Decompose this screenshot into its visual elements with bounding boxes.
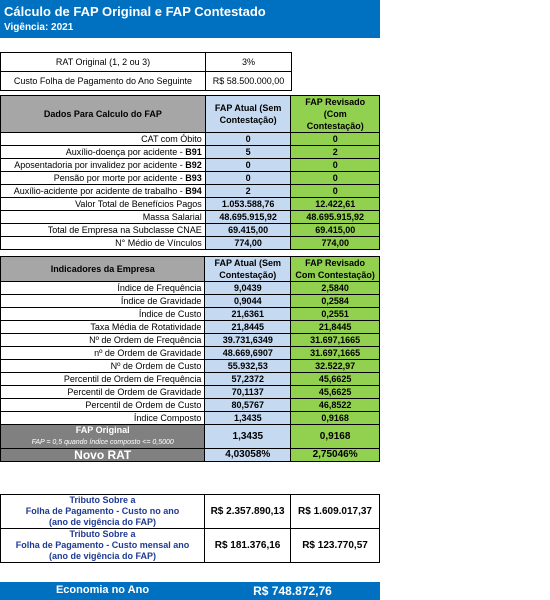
- economia-label: Economia no Ano: [55, 584, 150, 596]
- dados-row-label: [1, 237, 206, 250]
- page-subtitle: Vigência: 2021: [4, 22, 74, 33]
- dados-col-revisado: FAP Revisado (Com Contestação): [291, 96, 380, 133]
- dados-row-label: [1, 159, 206, 172]
- tributo-ano-line2: Folha de Pagamento - Custo no ano: [25, 506, 180, 516]
- dados-row: [1, 185, 380, 198]
- indicador-row-label: Nº de Ordem de Frequência: [1, 334, 205, 347]
- dados-row-revisado[interactable]: 0: [291, 185, 380, 198]
- indicador-row-revisado: 31.697,1665: [291, 334, 380, 347]
- indicador-row: [1, 282, 380, 295]
- indicador-row: [1, 373, 380, 386]
- novo-rat-label: Novo RAT: [1, 449, 205, 462]
- novo-rat-atual: 4,03058%: [205, 449, 291, 462]
- dados-col-atual: FAP Atual (Sem Contestação): [205, 96, 291, 133]
- tributo-ano-line3: (ano de vigência do FAP): [49, 517, 157, 527]
- indicador-row-atual: 21,8445: [205, 321, 291, 334]
- indicador-row-atual: 70,1137: [205, 386, 291, 399]
- rat-original-label: RAT Original (1, 2 ou 3): [1, 53, 206, 72]
- dados-row: [1, 224, 380, 237]
- dados-row-revisado[interactable]: 0: [291, 172, 380, 185]
- page-title: Cálculo de FAP Original e FAP Contestado: [4, 4, 266, 19]
- custo-folha-input[interactable]: R$ 58.500.000,00: [206, 72, 292, 91]
- dados-row-revisado[interactable]: 48.695.915,92: [291, 211, 380, 224]
- indicador-row-revisado: 46,8522: [291, 399, 380, 412]
- dados-row-label: [1, 133, 206, 146]
- dados-row-atual[interactable]: 0: [205, 159, 291, 172]
- indicador-row-atual: 0,9044: [205, 295, 291, 308]
- dados-row-label-text: Auxílio-acidente por acidente de trabalho -: [13, 186, 186, 196]
- rat-original-input[interactable]: 3%: [206, 53, 292, 72]
- indicador-row: [1, 412, 380, 425]
- dados-row: [1, 159, 380, 172]
- dados-row-label: [1, 172, 206, 185]
- dados-row: [1, 172, 380, 185]
- tributos-table: [0, 494, 380, 563]
- dados-row-atual[interactable]: 69.415,00: [205, 224, 291, 237]
- indicador-row-revisado: 45,6625: [291, 373, 380, 386]
- dados-row-revisado[interactable]: 69.415,00: [291, 224, 380, 237]
- dados-row-code: B94: [185, 186, 202, 196]
- tributo-mes-line2: Folha de Pagamento - Custo mensal ano: [15, 540, 190, 550]
- indicador-row-label: nº de Ordem de Gravidade: [1, 347, 205, 360]
- dados-row-revisado[interactable]: 12.422,61: [291, 198, 380, 211]
- indicador-row-label: Percentil de Ordem de Gravidade: [1, 386, 205, 399]
- tributo-ano-revisado: R$ 1.609.017,37: [291, 495, 380, 529]
- tributo-ano-line1: Tributo Sobre a: [69, 495, 136, 505]
- dados-row-label-text: N° Médio de Vínculos: [115, 238, 202, 248]
- fap-original-label: [1, 425, 205, 449]
- tributo-ano-atual: R$ 2.357.890,13: [205, 495, 291, 529]
- indicador-row-label: Índice Composto: [1, 412, 205, 425]
- dados-row-atual[interactable]: 48.695.915,92: [205, 211, 291, 224]
- tributo-mes-line3: (ano de vigência do FAP): [49, 551, 157, 561]
- dados-row-code: B91: [185, 147, 202, 157]
- inputs-table: [0, 52, 292, 91]
- dados-row: [1, 198, 380, 211]
- indicador-row-label: Percentil de Ordem de Custo: [1, 399, 205, 412]
- indicadores-col-atual: FAP Atual (Sem Contestação): [205, 257, 291, 282]
- indicador-row-atual: 21,6361: [205, 308, 291, 321]
- indicador-row-revisado: 0,2551: [291, 308, 380, 321]
- dados-row-code: B92: [185, 160, 202, 170]
- dados-row-revisado[interactable]: 0: [291, 159, 380, 172]
- dados-row-label-text: Massa Salarial: [142, 212, 202, 222]
- tributo-mes-revisado: R$ 123.770,57: [291, 529, 380, 563]
- indicador-row-label: Índice de Gravidade: [1, 295, 205, 308]
- indicador-row-revisado: 32.522,97: [291, 360, 380, 373]
- dados-row-atual[interactable]: 774,00: [205, 237, 291, 250]
- indicador-row-revisado: 2,5840: [291, 282, 380, 295]
- dados-row-revisado[interactable]: 0: [291, 133, 380, 146]
- fap-original-atual: 1,3435: [205, 425, 291, 449]
- fap-original-revisado: 0,9168: [291, 425, 380, 449]
- dados-row-atual[interactable]: 2: [205, 185, 291, 198]
- tributo-mes-atual: R$ 181.376,16: [205, 529, 291, 563]
- indicador-row-revisado: 0,9168: [291, 412, 380, 425]
- dados-header: Dados Para Calculo do FAP: [1, 96, 206, 133]
- indicador-row: [1, 334, 380, 347]
- custo-folha-label: Custo Folha de Pagamento do Ano Seguinte: [1, 72, 206, 91]
- novo-rat-revisado: 2,75046%: [291, 449, 380, 462]
- dados-row-label-text: Pensão por morte por acidente -: [53, 173, 186, 183]
- title-bar: [0, 0, 380, 38]
- indicador-row-label: Percentil de Ordem de Frequência: [1, 373, 205, 386]
- dados-row: [1, 133, 380, 146]
- dados-row-atual[interactable]: 0: [205, 172, 291, 185]
- dados-row-label: [1, 211, 206, 224]
- fap-original-note: FAP = 0,5 quando índice composto <= 0,5000: [31, 439, 174, 446]
- economia-bar: [0, 582, 380, 600]
- dados-row: [1, 211, 380, 224]
- dados-row-label: [1, 146, 206, 159]
- indicador-row-revisado: 21,8445: [291, 321, 380, 334]
- dados-row-atual[interactable]: 1.053.588,76: [205, 198, 291, 211]
- fap-original-title: FAP Original: [75, 425, 130, 435]
- dados-row-label-text: Total de Empresa na Subclasse CNAE: [47, 225, 202, 235]
- indicador-row: [1, 295, 380, 308]
- dados-row-label-text: CAT com Óbito: [141, 134, 202, 144]
- tributo-mes-line1: Tributo Sobre a: [69, 529, 136, 539]
- dados-row-label-text: Valor Total de Benefícios Pagos: [75, 199, 202, 209]
- dados-row-label: [1, 185, 206, 198]
- indicador-row-atual: 48.669,6907: [205, 347, 291, 360]
- dados-row-code: B93: [185, 173, 202, 183]
- indicador-row-label: Taxa Média de Rotatividade: [1, 321, 205, 334]
- dados-row-atual[interactable]: 0: [205, 133, 291, 146]
- dados-row: [1, 146, 380, 159]
- indicador-row-revisado: 31.697,1665: [291, 347, 380, 360]
- indicador-row-atual: 39.731,6349: [205, 334, 291, 347]
- indicador-row: [1, 321, 380, 334]
- indicador-row: [1, 386, 380, 399]
- dados-row-label: [1, 224, 206, 237]
- indicador-row-label: Índice de Frequência: [1, 282, 205, 295]
- dados-row-label-text: Aposentadoria por invalidez por acidente -: [14, 160, 186, 170]
- dados-table: [0, 95, 380, 250]
- indicador-row-label: Índice de Custo: [1, 308, 205, 321]
- dados-row: [1, 237, 380, 250]
- indicador-row-atual: 55.932,53: [205, 360, 291, 373]
- dados-row-atual[interactable]: 5: [205, 146, 291, 159]
- dados-row-label-text: Auxílio-doença por acidente -: [65, 147, 186, 157]
- dados-row-label: [1, 198, 206, 211]
- indicador-row-atual: 57,2372: [205, 373, 291, 386]
- indicador-row-revisado: 0,2584: [291, 295, 380, 308]
- dados-row-revisado[interactable]: 774,00: [291, 237, 380, 250]
- indicador-row: [1, 360, 380, 373]
- indicador-row-atual: 80,5767: [205, 399, 291, 412]
- indicador-row-atual: 1,3435: [205, 412, 291, 425]
- indicador-row-label: Nº de Ordem de Custo: [1, 360, 205, 373]
- indicadores-header: Indicadores da Empresa: [1, 257, 205, 282]
- indicadores-col-revisado: FAP Revisado Com Contestação): [291, 257, 380, 282]
- dados-row-revisado[interactable]: 2: [291, 146, 380, 159]
- indicadores-table: [0, 256, 380, 462]
- indicador-row: [1, 399, 380, 412]
- indicador-row: [1, 347, 380, 360]
- indicador-row-revisado: 45,6625: [291, 386, 380, 399]
- indicador-row: [1, 308, 380, 321]
- economia-value: R$ 748.872,76: [253, 584, 332, 598]
- indicador-row-atual: 9,0439: [205, 282, 291, 295]
- tributo-ano-label: [1, 495, 205, 529]
- tributo-mes-label: [1, 529, 205, 563]
